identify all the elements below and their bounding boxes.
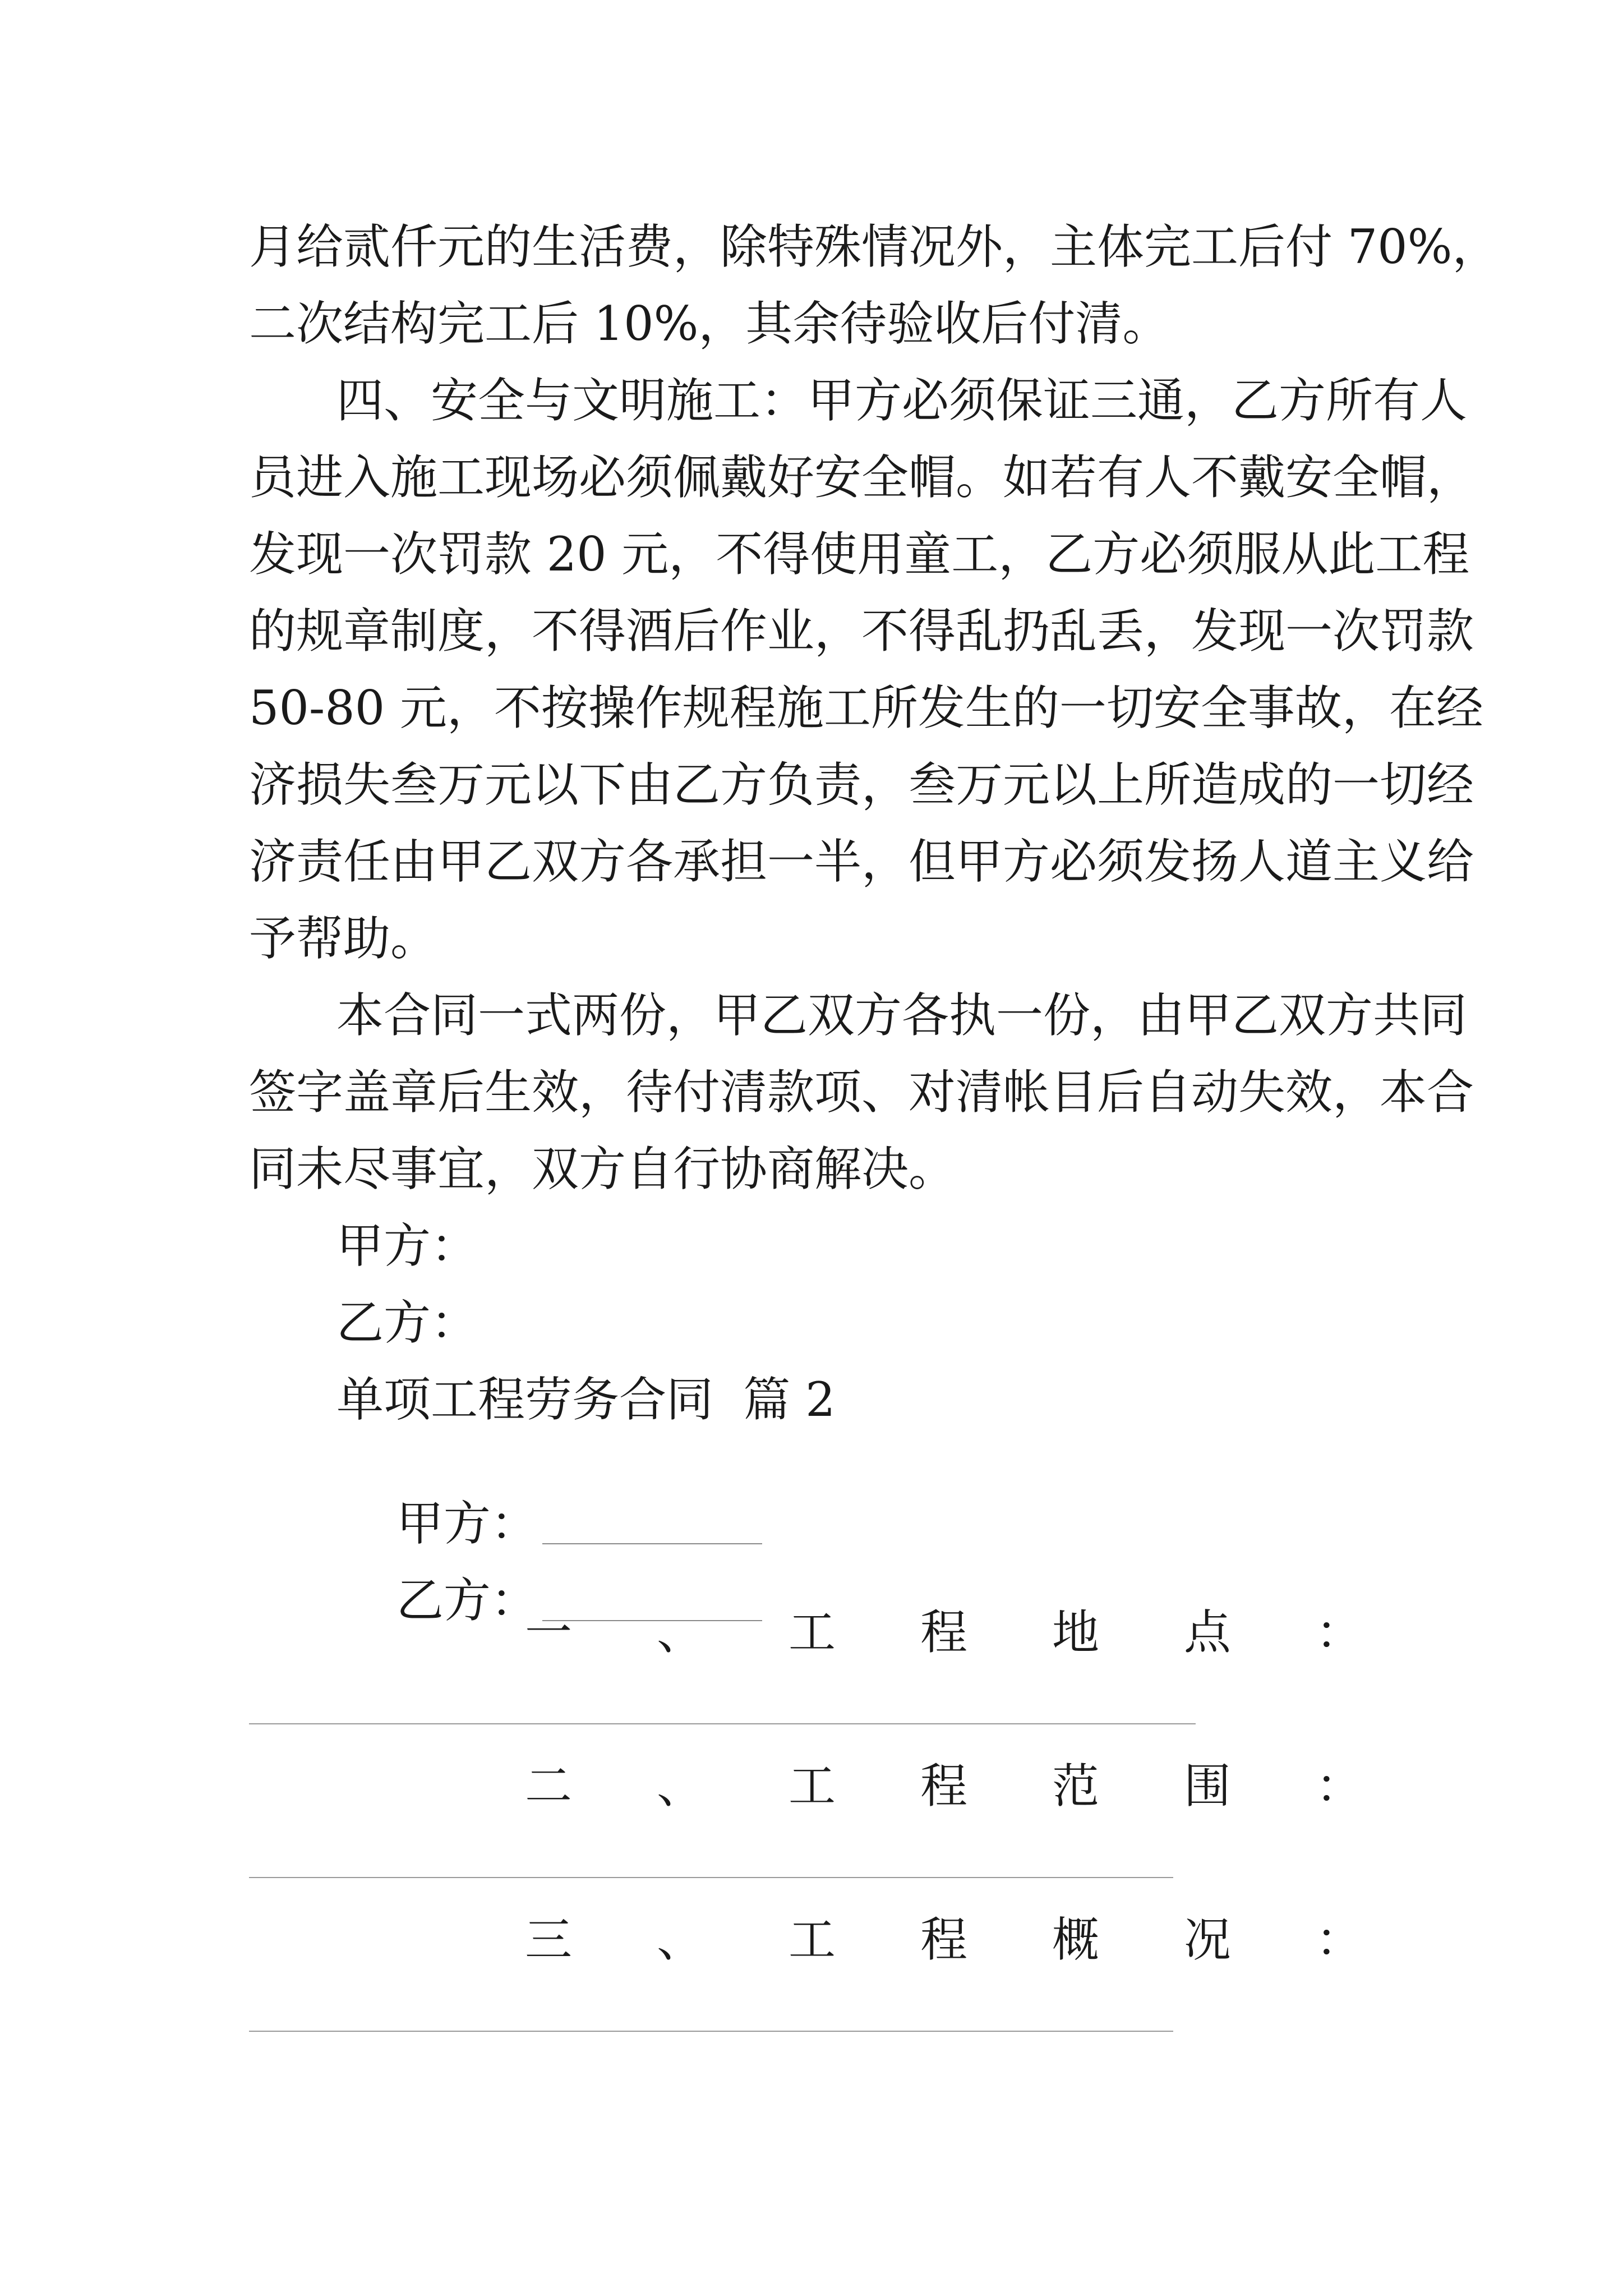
item-1-blank-line — [249, 1723, 1196, 1724]
party-a-label: 甲方： — [336, 1218, 478, 1273]
party-a-label-2: 甲方： — [396, 1496, 538, 1551]
text-line: 员进入施工现场必须佩戴好安全帽。如若有人不戴安全帽， — [249, 450, 1474, 505]
text-line: 本合同一式两份，甲乙双方各执一份，由甲乙双方共同 — [336, 988, 1468, 1043]
item-char: 程 — [920, 1605, 967, 1660]
item-char: 工 — [788, 1605, 836, 1660]
text-line: 济损失叁万元以下由乙方负责，叁万元以上所造成的一切经 — [249, 757, 1474, 812]
item-char: 程 — [920, 1759, 967, 1814]
item-char: 范 — [1052, 1759, 1099, 1814]
item-char: 程 — [920, 1912, 967, 1967]
item-char: 工 — [788, 1759, 836, 1814]
item-char: 工 — [788, 1912, 836, 1967]
text-line: 予帮助。 — [249, 911, 438, 966]
item-char: 概 — [1052, 1912, 1099, 1967]
item-2-blank-line — [249, 1877, 1173, 1878]
text-line: 济责任由甲乙双方各承担一半，但甲方必须发扬人道主义给 — [249, 834, 1474, 889]
item-char: 、 — [656, 1759, 704, 1814]
party-b-label: 乙方： — [336, 1295, 478, 1350]
item-char: 二 — [525, 1759, 573, 1814]
item-char: 三 — [525, 1912, 573, 1967]
item-char: ： — [1315, 1912, 1363, 1967]
text-line: 的规章制度，不得酒后作业，不得乱扔乱丢，发现一次罚款 — [249, 604, 1474, 659]
item-char: 地 — [1052, 1605, 1099, 1660]
item-3-blank-line — [249, 2031, 1173, 2032]
party-b-label-2: 乙方： — [396, 1573, 538, 1628]
item-char: 况 — [1183, 1912, 1231, 1967]
item-char: 、 — [656, 1912, 704, 1967]
item-project-location — [525, 1605, 1363, 1660]
item-char: ： — [1315, 1759, 1363, 1814]
item-char: ： — [1315, 1605, 1363, 1660]
item-char: 一 — [525, 1605, 573, 1660]
section-title: 单项工程劳务合同 篇 2 — [336, 1372, 836, 1427]
item-char: 围 — [1183, 1759, 1231, 1814]
text-line: 发现一次罚款 20 元，不得使用童工，乙方必须服从此工程 — [249, 527, 1470, 582]
text-line: 二次结构完工后 10%，其余待验收后付清。 — [249, 296, 1170, 351]
item-char: 点 — [1183, 1605, 1231, 1660]
text-line: 四、安全与文明施工：甲方必须保证三通，乙方所有人 — [336, 373, 1468, 428]
text-line: 同未尽事宜，双方自行协商解决。 — [249, 1142, 956, 1197]
item-char: 、 — [656, 1605, 704, 1660]
text-line: 50-80 元，不按操作规程施工所发生的一切安全事故，在经 — [249, 680, 1483, 735]
text-line: 月给贰仟元的生活费，除特殊情况外，主体完工后付 70%， — [249, 219, 1500, 274]
item-project-overview — [525, 1912, 1363, 1967]
text-line: 签字盖章后生效，待付清款项、对清帐目后自动失效，本合 — [249, 1065, 1474, 1120]
item-project-scope — [525, 1759, 1363, 1814]
